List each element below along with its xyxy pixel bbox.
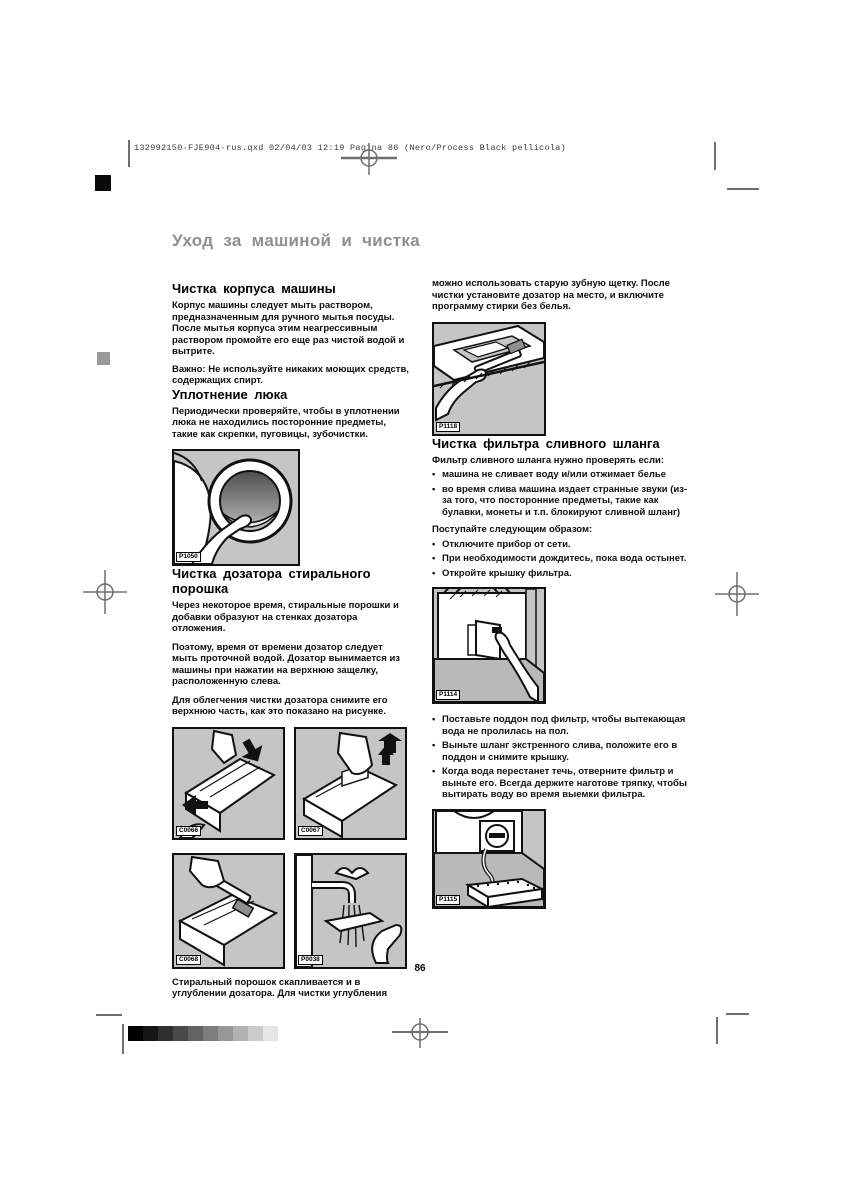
filter-cover-illustration	[434, 589, 544, 702]
registration-mark-right	[709, 572, 765, 612]
door-seal-paragraph: Периодически проверяйте, чтобы в уплотнении люка не находились посторонние предметы, такие как скрепки, пуговицы, зубочистки.	[172, 405, 400, 440]
dispenser-figures-row-1	[172, 727, 410, 840]
color-swatch	[203, 1026, 218, 1041]
figure-label: P1118	[436, 422, 460, 432]
bullet-text: Когда вода перестанет течь, отверните фильтр и выньте его. Всегда держите наготове тряпку, чтобы вытирать воду во время выемки фильтра.	[442, 766, 688, 800]
section-heading-body-cleaning: Чистка корпуса машины	[172, 281, 336, 296]
registration-mark-top	[341, 139, 397, 179]
figure-dispenser-rinse	[294, 853, 407, 969]
figure-recess-brush	[432, 322, 546, 436]
filter-step-bullet	[432, 539, 692, 551]
crop-mark-top-right-horizontal	[727, 188, 759, 190]
figure-label: C0068	[176, 955, 201, 965]
filter-proceed: Поступайте следующим образом:	[432, 524, 593, 535]
dispenser-paragraph-3: Для облегчения чистки дозатора снимите его верхнюю часть, как это показано на рисунке.	[172, 694, 388, 717]
bullet-text: Отключите прибор от сети.	[442, 538, 571, 550]
bullet-text: машина не сливает воду и/или отжимает белье	[442, 469, 667, 480]
section-heading-filter: Чистка фильтра сливного шланга	[432, 435, 660, 451]
print-gray-patch	[97, 352, 110, 365]
crop-mark-bottom-left-vertical	[122, 1024, 124, 1054]
figure-label: P1114	[436, 690, 460, 700]
drain-tray-illustration	[434, 811, 544, 907]
important-label: Важно:	[172, 363, 206, 375]
color-swatch	[173, 1026, 188, 1041]
crop-mark-bottom-right-vertical	[716, 1017, 718, 1044]
bullet-marker: •	[432, 740, 436, 751]
recess-brush-illustration	[434, 324, 544, 434]
print-black-patch	[95, 175, 111, 191]
figure-drain-tray	[432, 809, 546, 909]
bullet-marker: •	[432, 483, 436, 495]
color-swatch	[248, 1026, 263, 1041]
color-swatch	[143, 1026, 158, 1041]
bullet-marker: •	[432, 714, 436, 725]
page-number: 86	[414, 963, 426, 974]
bullet-text: При необходимости дождитесь, пока вода остынет.	[442, 553, 687, 564]
right-column	[432, 278, 692, 909]
filter-more-bullet	[432, 714, 692, 737]
page-title: Уход за машиной и чистка	[172, 231, 420, 250]
color-swatch	[128, 1026, 143, 1041]
figure-label: C0067	[298, 826, 323, 836]
bullet-marker: •	[432, 553, 436, 564]
color-swatch	[218, 1026, 233, 1041]
crop-mark-top-right-vertical	[714, 142, 716, 170]
bullet-text: Откройте крышку фильтра.	[442, 567, 572, 579]
left-column	[172, 281, 410, 1000]
section-heading-dispenser: Чистка дозатора стирального порошка	[172, 566, 371, 596]
section-heading-door-seal: Уплотнение люка	[172, 386, 288, 402]
bullet-text: во время слива машина издает странные звуки (из-за того, что посторонние предметы, такие как булавки, монеты и т.п. блокируют сливной шланг)	[442, 483, 688, 518]
figure-dispenser-brush	[172, 853, 285, 969]
dispenser-rinse-illustration	[296, 855, 405, 967]
print-header: 132992150·FJE904·rus.qxd 02/04/03 12:19 Pagina 86 (Nero/Process Black pellicola)	[134, 143, 567, 153]
crop-mark-bottom-right-horizontal	[726, 1013, 749, 1015]
figure-filter-cover	[432, 587, 546, 704]
color-swatch	[263, 1026, 278, 1041]
color-swatch	[188, 1026, 203, 1041]
color-swatch	[233, 1026, 248, 1041]
bullet-text: Выньте шланг экстренного слива, положите его в поддон и снимите крышку.	[442, 740, 678, 763]
door-seal-illustration	[174, 451, 298, 564]
figure-label: C0066	[176, 826, 201, 836]
filter-lead: Фильтр сливного шланга нужно проверять если:	[432, 454, 664, 466]
bullet-marker: •	[432, 469, 436, 480]
figure-label: P1115	[436, 895, 460, 905]
color-bar	[128, 1026, 278, 1041]
color-swatch	[158, 1026, 173, 1041]
filter-more-bullet	[432, 740, 692, 763]
dispenser-brush-illustration	[174, 855, 283, 967]
figure-label: P0038	[298, 955, 323, 965]
filter-more-bullet	[432, 766, 692, 801]
dispenser-unlatch-illustration	[174, 729, 283, 838]
body-cleaning-paragraph: Корпус машины следует мыть раствором, предназначенным для ручного мытья посуды. После мытья корпуса этим неагрессивным раствором промойте его еще раз чистой водой и вытрите.	[172, 300, 405, 357]
figure-dispenser-unlatch	[172, 727, 285, 840]
registration-mark-left	[77, 570, 133, 610]
filter-check-bullet	[432, 484, 692, 519]
dispenser-paragraph-2: Поэтому, время от времени дозатор следует мыть проточной водой. Дозатор вынимается из машины при нажатии на верхнюю защелку, расположенную слева.	[172, 641, 400, 687]
dispenser-paragraph-1: Через некоторое время, стиральные порошки и добавки образуют на стенках дозатора отложения.	[172, 600, 399, 634]
filter-check-bullet	[432, 469, 692, 481]
crop-mark-top-left-vertical	[128, 140, 130, 167]
figure-dispenser-lift	[294, 727, 407, 840]
crop-mark-bottom-left-horizontal	[96, 1014, 122, 1016]
figure-label: P1050	[176, 552, 201, 562]
dispenser-paragraph-4: Стиральный порошок скапливается и в углублении дозатора. Для чистки углубления	[172, 976, 388, 999]
bullet-marker: •	[432, 567, 436, 579]
dispenser-figures-row-2	[172, 853, 410, 969]
important-text: Не используйте никаких моющих средств, содержащих спирт.	[172, 363, 409, 386]
bullet-text: Поставьте поддон под фильтр, чтобы вытекающая вода не пролилась на пол.	[442, 714, 686, 737]
bullet-marker: •	[432, 766, 436, 777]
body-cleaning-important	[172, 364, 410, 387]
filter-step-bullet	[432, 568, 692, 580]
bullet-marker: •	[432, 538, 436, 550]
registration-mark-bottom	[392, 1012, 448, 1052]
right-intro-paragraph: можно использовать старую зубную щетку. После чистки установите дозатор на место, и включите программу стирки без белья.	[432, 278, 670, 312]
filter-step-bullet	[432, 553, 692, 565]
figure-door-seal	[172, 449, 300, 566]
dispenser-lift-illustration	[296, 729, 405, 838]
